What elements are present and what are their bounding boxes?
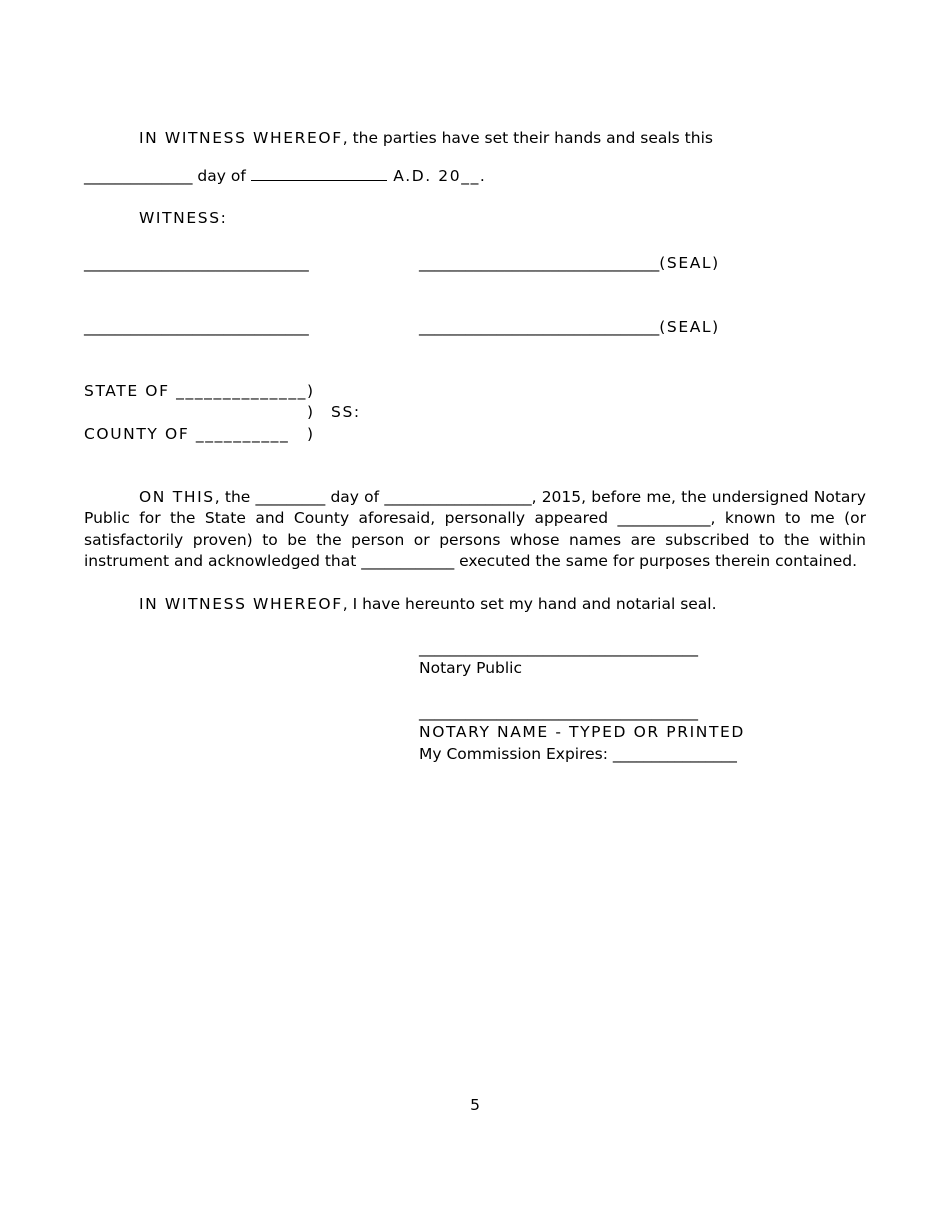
- witness-signature-line-1: _____________________________: [84, 254, 309, 272]
- venue-paren-2: ): [307, 403, 314, 421]
- notary-public-label: Notary Public: [419, 659, 522, 677]
- witness-label: WITNESS:: [139, 209, 228, 227]
- date-day-of: day of: [192, 167, 251, 185]
- witness-signature-line-2: _____________________________: [84, 318, 309, 336]
- date-month-blank: [251, 166, 387, 181]
- witness-intro-caps: IN WITNESS WHEREOF: [139, 129, 343, 147]
- party-signature-1: [419, 253, 720, 273]
- acknowledgment-caps: ON THIS: [139, 488, 215, 506]
- notary-name-line: ____________________________________: [419, 703, 698, 721]
- commission-expires: [419, 744, 737, 764]
- notary-name-label: NOTARY NAME - TYPED OR PRINTED: [419, 723, 745, 741]
- page-number: 5: [470, 1096, 480, 1114]
- party-signature-line-2: _______________________________: [419, 318, 660, 336]
- commission-expires-blank: ________________: [612, 745, 737, 763]
- party-signature-2: [419, 317, 720, 337]
- acknowledgment-paragraph: [84, 487, 866, 573]
- venue-paren-3: ): [307, 425, 314, 443]
- date-day-blank: ______________: [84, 167, 193, 185]
- date-ad: A.D. 20__.: [386, 167, 487, 185]
- venue-ss: SS:: [331, 403, 361, 421]
- witness-intro-text: , the parties have set their hands and seals this: [342, 129, 713, 147]
- venue-county: COUNTY OF __________: [84, 425, 290, 443]
- seal-label-1: (SEAL): [659, 254, 720, 272]
- notary-witness-caps: IN WITNESS WHEREOF: [139, 595, 343, 613]
- acknowledgment-text: , the _________ day of ___________________, 2015, before me, the undersigned Notary Public for the State and County aforesaid, personally appeared ____________, known to me (or satisfactorily proven) to be the person or persons whose names are subscribed to the within instrument and acknowledged that ____________ executed the same for purposes therein contained.: [84, 488, 866, 571]
- witness-intro: [139, 128, 713, 148]
- commission-expires-label: My Commission Expires:: [419, 745, 613, 763]
- venue-state: STATE OF ______________: [84, 382, 308, 400]
- date-line: [84, 166, 486, 186]
- seal-label-2: (SEAL): [659, 318, 720, 336]
- venue-paren-1: ): [307, 382, 314, 400]
- notary-witness-text: , I have hereunto set my hand and notarial seal.: [342, 595, 717, 613]
- party-signature-line-1: _______________________________: [419, 254, 660, 272]
- notary-signature-line: ____________________________________: [419, 639, 698, 657]
- notary-witness: [139, 594, 717, 614]
